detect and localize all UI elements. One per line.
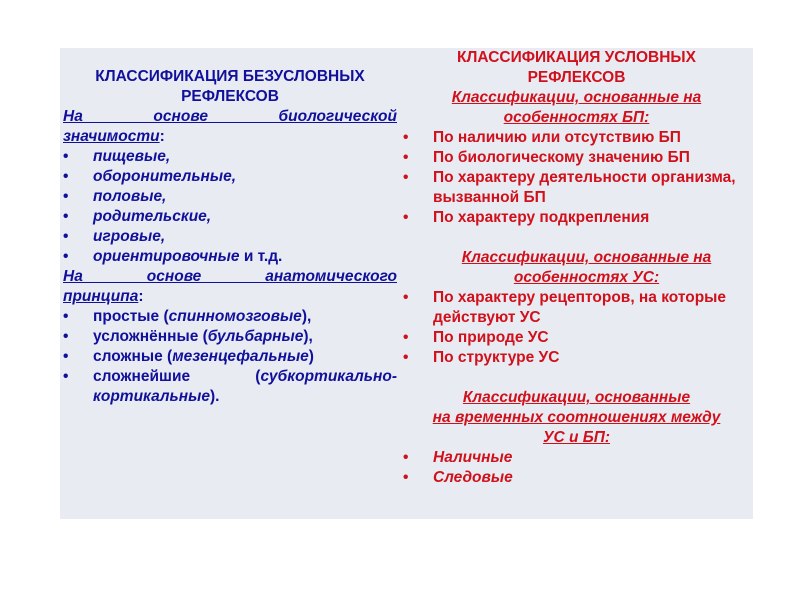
list-item: • игровые, bbox=[63, 228, 166, 245]
bullet-icon: • bbox=[403, 449, 409, 466]
anatomical-list bbox=[63, 307, 397, 407]
anatomical-heading-line2: принципа: bbox=[63, 288, 144, 305]
anatomical-heading: На основе анатомического bbox=[63, 268, 397, 285]
bullet-icon: • bbox=[403, 469, 409, 486]
time-heading: Классификации, основанные на временных соотношениях между УС и БП: bbox=[432, 389, 721, 446]
list-item: • По характеру подкрепления bbox=[403, 209, 650, 226]
unconditioned-title bbox=[63, 67, 397, 107]
us-list bbox=[403, 288, 750, 368]
unconditioned-title-line1: КЛАССИФИКАЦИЯ БЕЗУСЛОВНЫХ bbox=[95, 68, 365, 85]
bp-list bbox=[403, 128, 750, 228]
list-item: • По природе УС bbox=[403, 329, 549, 346]
bullet-icon: • bbox=[403, 129, 409, 146]
bullet-icon: • bbox=[403, 329, 409, 346]
bullet-icon: • bbox=[403, 289, 409, 306]
unconditioned-title-line2: РЕФЛЕКСОВ bbox=[181, 88, 279, 105]
list-item: • ориентировочные и т.д. bbox=[63, 248, 283, 265]
list-item: • родительские, bbox=[63, 208, 212, 225]
conditioned-title-line2: РЕФЛЕКСОВ bbox=[527, 69, 626, 86]
conditioned-reflexes-column bbox=[403, 48, 750, 488]
bullet-icon: • bbox=[63, 168, 69, 185]
us-heading: Классификации, основанные на особенностях УС: bbox=[461, 249, 712, 286]
bullet-icon: • bbox=[403, 209, 409, 226]
bullet-icon: • bbox=[63, 348, 69, 365]
bullet-icon: • bbox=[403, 149, 409, 166]
biological-list bbox=[63, 147, 397, 267]
list-item: • пищевые, bbox=[63, 148, 171, 165]
bullet-icon: • bbox=[403, 349, 409, 366]
list-item: • сложнейшие (субкортикально- кортикальные). bbox=[63, 368, 397, 405]
list-item: • оборонительные, bbox=[63, 168, 237, 185]
bp-heading: Классификации, основанные на особенностях БП: bbox=[451, 89, 702, 126]
list-item: • По наличию или отсутствию БП bbox=[403, 129, 681, 146]
list-item: • простые (спинномозговые), bbox=[63, 308, 312, 325]
bullet-icon: • bbox=[63, 308, 69, 325]
biological-heading: На основе биологической bbox=[63, 108, 397, 125]
bullet-icon: • bbox=[63, 208, 69, 225]
conditioned-title bbox=[403, 48, 750, 88]
list-item: • усложнённые (бульбарные), bbox=[63, 328, 313, 345]
time-list bbox=[403, 448, 750, 488]
list-item: • По характеру рецепторов, на которые действуют УС bbox=[403, 289, 727, 326]
list-item: • половые, bbox=[63, 188, 167, 205]
list-item: • сложные (мезенцефальные) bbox=[63, 348, 314, 365]
unconditioned-reflexes-column bbox=[63, 48, 397, 407]
conditioned-title-line1: КЛАССИФИКАЦИЯ УСЛОВНЫХ bbox=[457, 49, 696, 66]
list-item: • По структуре УС bbox=[403, 349, 560, 366]
biological-heading-line2: значимости: bbox=[63, 128, 165, 145]
bullet-icon: • bbox=[63, 148, 69, 165]
bullet-icon: • bbox=[63, 228, 69, 245]
bullet-icon: • bbox=[63, 368, 69, 385]
list-item: • По биологическому значению БП bbox=[403, 149, 690, 166]
bullet-icon: • bbox=[63, 328, 69, 345]
list-item: • По характеру деятельности организма, вызванной БП bbox=[403, 169, 736, 206]
bullet-icon: • bbox=[63, 188, 69, 205]
bullet-icon: • bbox=[63, 248, 69, 265]
bullet-icon: • bbox=[403, 169, 409, 186]
list-item: • Наличные bbox=[403, 449, 513, 466]
list-item: • Следовые bbox=[403, 469, 513, 486]
content-panel bbox=[60, 48, 753, 519]
